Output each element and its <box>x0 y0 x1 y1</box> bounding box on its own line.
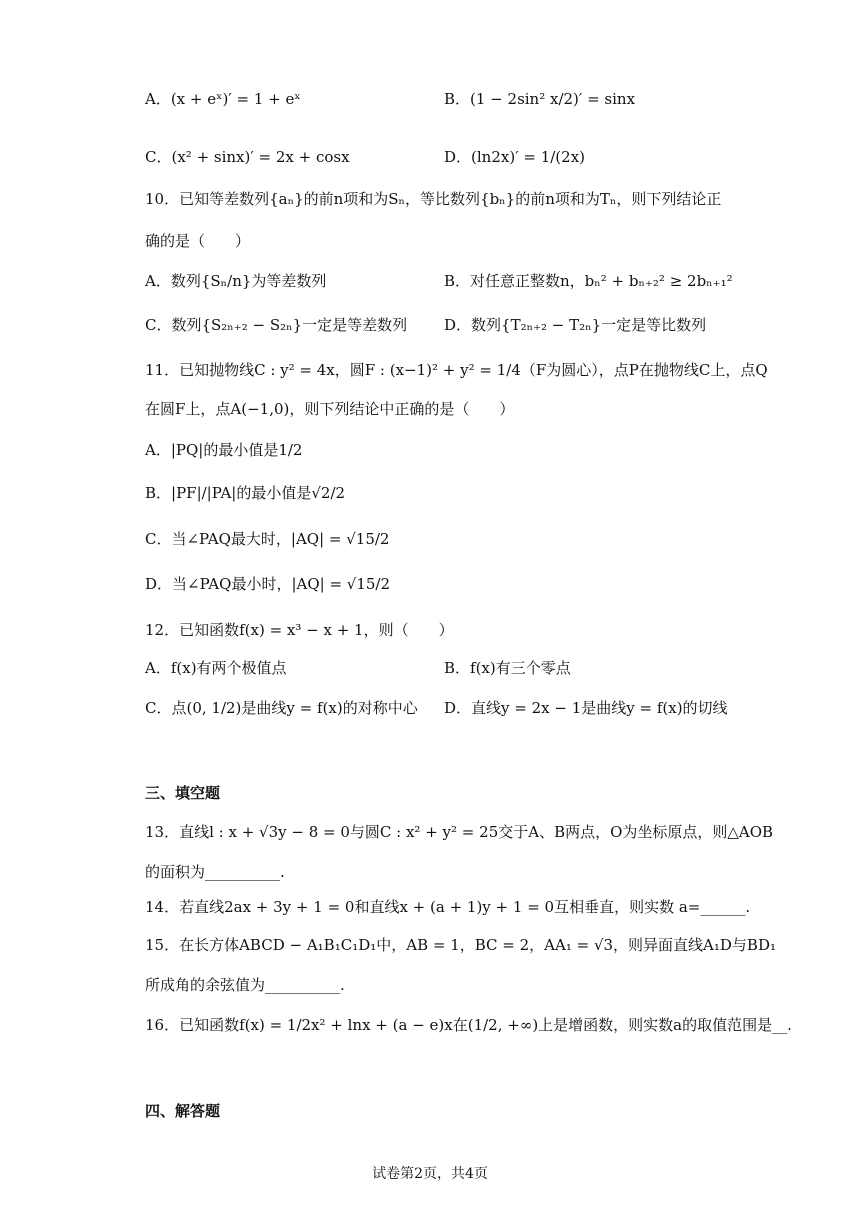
q12-stem: 12．已知函数f(x) = x³ − x + 1，则（ ） <box>145 621 454 639</box>
q10-option-d: D．数列{T₂ₙ₊₂ − T₂ₙ}一定是等比数列 <box>444 316 707 334</box>
q11-option-b: B．|PF|/|PA|的最小值是√2/2 <box>145 484 346 502</box>
q12-option-d: D．直线y = 2x − 1是曲线y = f(x)的切线 <box>444 699 728 717</box>
q9-option-a: A．(x + eˣ)′ = 1 + eˣ <box>145 90 301 108</box>
section-fill-in-heading: 三、填空题 <box>145 784 221 802</box>
q13-line2: 的面积为__________. <box>145 863 285 881</box>
q10-option-b: B．对任意正整数n，bₙ² + bₙ₊₂² ≥ 2bₙ₊₁² <box>444 272 733 290</box>
q9-option-b: B．(1 − 2sin² x/2)′ = sinx <box>444 90 636 108</box>
q12-option-a: A．f(x)有两个极值点 <box>145 659 287 677</box>
q11-stem-line1: 11．已知抛物线C : y² = 4x，圆F : (x−1)² + y² = 1/4（F为圆心），点P在抛物线C上，点Q <box>145 361 768 379</box>
section-answer-heading: 四、解答题 <box>145 1102 221 1120</box>
q11-option-c: C．当∠PAQ最大时，|AQ| = √15/2 <box>145 530 390 548</box>
q11-option-a: A．|PQ|的最小值是1/2 <box>145 441 303 459</box>
q12-option-b: B．f(x)有三个零点 <box>444 659 571 677</box>
q13-line1: 13．直线l : x + √3y − 8 = 0与圆C : x² + y² = 25交于A、B两点，O为坐标原点，则△AOB <box>145 823 774 841</box>
q12-option-c: C．点(0, 1/2)是曲线y = f(x)的对称中心 <box>145 699 418 717</box>
q10-stem-line1: 10．已知等差数列{aₙ}的前n项和为Sₙ，等比数列{bₙ}的前n项和为Tₙ，则下列结论正 <box>145 190 722 208</box>
q16: 16．已知函数f(x) = 1/2x² + lnx + (a − e)x在(1/2, +∞)上是增函数，则实数a的取值范围是__. <box>145 1016 792 1034</box>
q10-stem-line2: 确的是（ ） <box>145 232 251 250</box>
q9-option-c: C．(x² + sinx)′ = 2x + cosx <box>145 148 350 166</box>
q11-option-d: D．当∠PAQ最小时，|AQ| = √15/2 <box>145 575 391 593</box>
q10-option-a: A．数列{Sₙ/n}为等差数列 <box>145 272 327 290</box>
q15-line2: 所成角的余弦值为__________. <box>145 976 345 994</box>
q11-stem-line2: 在圆F上，点A(−1,0)，则下列结论中正确的是（ ） <box>145 400 515 418</box>
q15-line1: 15．在长方体ABCD − A₁B₁C₁D₁中，AB = 1，BC = 2，AA₁ = √3，则异面直线A₁D与BD₁ <box>145 936 776 954</box>
page-footer: 试卷第2页，共4页 <box>372 1166 488 1182</box>
q14: 14．若直线2ax + 3y + 1 = 0和直线x + (a + 1)y + 1 = 0互相垂直，则实数 a=______. <box>145 898 751 916</box>
q10-option-c: C．数列{S₂ₙ₊₂ − S₂ₙ}一定是等差数列 <box>145 316 408 334</box>
q9-option-d: D．(ln2x)′ = 1/(2x) <box>444 148 586 166</box>
